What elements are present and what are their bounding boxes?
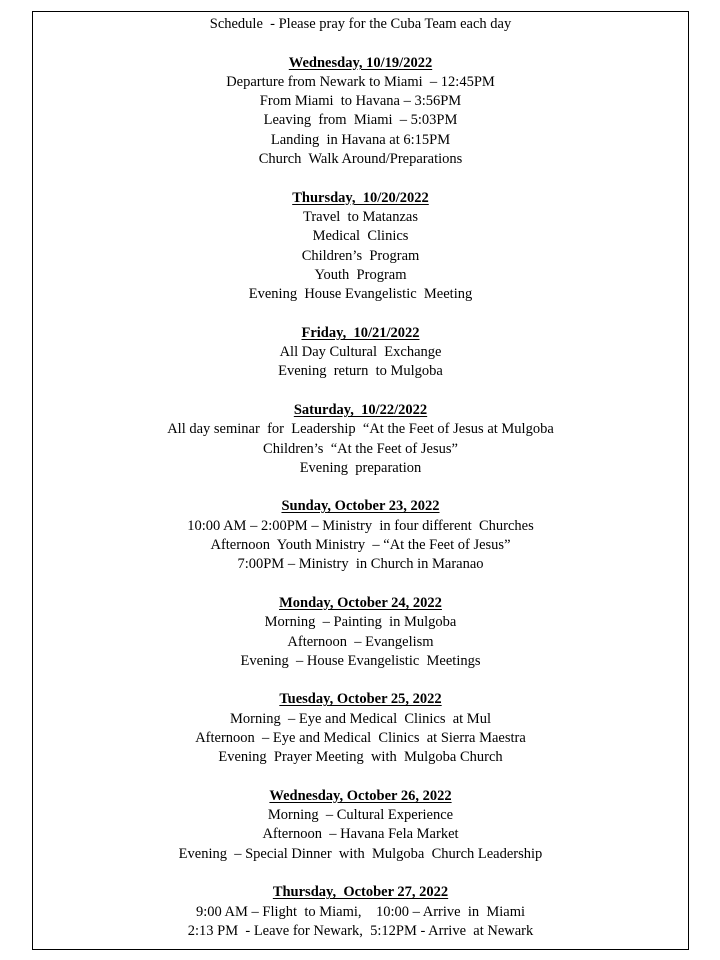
schedule-line: Departure from Newark to Miami – 12:45PM (226, 73, 495, 90)
schedule-line: All day seminar for Leadership “At the Feet of Jesus at Mulgoba (167, 421, 554, 438)
schedule-line: Evening preparation (299, 459, 422, 476)
schedule-line: 10:00 AM – 2:00PM – Ministry in four different Churches (187, 517, 534, 534)
day-block-thursday-1020 (32, 189, 689, 305)
schedule-line: 7:00PM – Ministry in Church in Maranao (237, 556, 484, 573)
schedule-line: Evening – House Evangelistic Meetings (240, 652, 481, 669)
schedule-line: Afternoon Youth Ministry – “At the Feet of Jesus” (210, 537, 511, 554)
schedule-document (32, 15, 689, 941)
day-block-saturday-1022 (32, 401, 689, 478)
schedule-line: 9:00 AM – Flight to Miami, 10:00 – Arrive in Miami (195, 903, 526, 920)
schedule-line: Afternoon – Havana Fela Market (262, 826, 459, 843)
day-block-wednesday-1026 (32, 787, 689, 864)
day-heading: Monday, October 24, 2022 (279, 594, 442, 611)
schedule-line: Youth Program (314, 266, 407, 283)
schedule-line: Morning – Painting in Mulgoba (264, 614, 457, 631)
day-block-monday-1024 (32, 594, 689, 671)
day-block-tuesday-1025 (32, 690, 689, 767)
schedule-line: Evening return to Mulgoba (278, 363, 443, 380)
day-heading: Wednesday, October 26, 2022 (269, 787, 452, 804)
schedule-line: From Miami to Havana – 3:56PM (259, 93, 462, 110)
schedule-line: Evening – Special Dinner with Mulgoba Church Leadership (178, 845, 543, 862)
schedule-line: Church Walk Around/Preparations (258, 151, 463, 168)
schedule-line: Afternoon – Eye and Medical Clinics at Sierra Maestra (195, 729, 526, 746)
schedule-line: Leaving from Miami – 5:03PM (263, 112, 458, 129)
schedule-line: Landing in Havana at 6:15PM (270, 131, 451, 148)
schedule-header: Schedule - Please pray for the Cuba Team each day (209, 16, 512, 32)
day-heading: Wednesday, 10/19/2022 (288, 54, 433, 71)
day-heading: Saturday, 10/22/2022 (293, 401, 428, 418)
schedule-line: Morning – Cultural Experience (267, 807, 454, 824)
day-heading: Thursday, October 27, 2022 (272, 884, 449, 901)
schedule-line: Children’s Program (301, 247, 420, 264)
schedule-line: Medical Clinics (312, 228, 409, 245)
day-heading: Thursday, 10/20/2022 (292, 189, 429, 206)
day-block-wednesday-1019 (32, 54, 689, 170)
schedule-line: 2:13 PM - Leave for Newark, 5:12PM - Arrive at Newark (187, 922, 534, 939)
day-heading: Sunday, October 23, 2022 (281, 498, 440, 515)
schedule-line: Evening House Evangelistic Meeting (248, 286, 473, 303)
schedule-line: All Day Cultural Exchange (279, 344, 442, 361)
day-block-friday-1021 (32, 324, 689, 382)
day-block-sunday-1023 (32, 497, 689, 574)
day-block-thursday-1027 (32, 883, 689, 941)
schedule-line: Evening Prayer Meeting with Mulgoba Church (218, 749, 503, 766)
schedule-line: Travel to Matanzas (302, 208, 419, 225)
schedule-line: Morning – Eye and Medical Clinics at Mul (230, 710, 491, 727)
day-heading: Tuesday, October 25, 2022 (279, 691, 442, 708)
day-heading: Friday, 10/21/2022 (301, 324, 420, 341)
schedule-line: Afternoon – Evangelism (287, 633, 434, 650)
schedule-line: Children’s “At the Feet of Jesus” (263, 440, 458, 457)
